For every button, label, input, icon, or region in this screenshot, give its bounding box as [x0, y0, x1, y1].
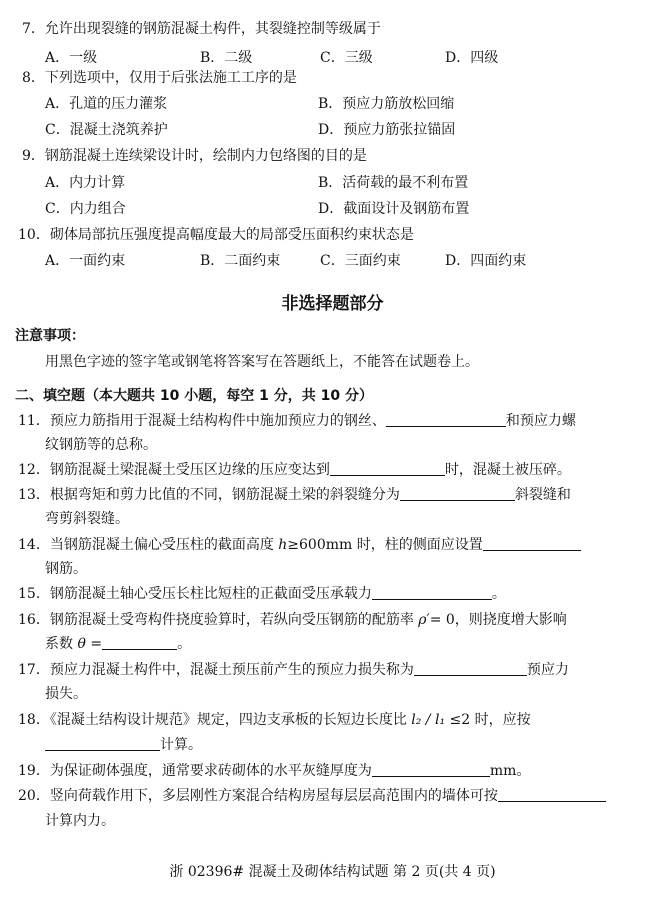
- question-14-line1: 14．当钢筋混凝土偏心受压柱的截面高度 h≥600mm 时，柱的侧面应设置: [18, 536, 581, 554]
- question-18-line2: 计算。: [45, 736, 202, 754]
- answer-blank[interactable]: [498, 787, 606, 802]
- question-11-line1: 11．预应力筋指用于混凝土结构构件中施加预应力的钢丝、 和预应力螺: [18, 413, 576, 429]
- question-19: 19．为保证砌体强度，通常要求砖砌体的水平灰缝厚度为 mm。: [18, 763, 531, 779]
- page-footer: 浙 02396# 混凝土及砌体结构试题 第 2 页(共 4 页): [169, 864, 496, 880]
- q8-option-b: B．预应力筋放松回缩: [318, 96, 455, 112]
- answer-blank[interactable]: [330, 461, 445, 476]
- q8-option-a: A．孔道的压力灌浆: [45, 96, 168, 112]
- question-7-stem: 7．允许出现裂缝的钢筋混凝土构件，其裂缝控制等级属于: [22, 21, 381, 37]
- question-10-stem: 10．砌体局部抗压强度提高幅度最大的局部受压面积约束状态是: [18, 227, 414, 243]
- answer-blank[interactable]: [483, 536, 581, 551]
- answer-blank[interactable]: [102, 635, 177, 650]
- q7-option-b: B．二级: [200, 50, 253, 66]
- q8-option-d: D．预应力筋张拉锚固: [318, 122, 456, 138]
- question-20-line2: 计算内力。: [45, 813, 115, 829]
- q9-option-d: D．截面设计及钢筋布置: [318, 201, 470, 217]
- q7-option-a: A．一级: [45, 50, 98, 66]
- q10-option-a: A．一面约束: [45, 253, 126, 269]
- question-14-line2: 钢筋。: [45, 561, 87, 577]
- part2-title: 二、填空题（本大题共 10 小题，每空 1 分，共 10 分）: [15, 388, 373, 404]
- q7-option-d: D．四级: [445, 50, 499, 66]
- answer-blank[interactable]: [372, 762, 490, 777]
- question-17-line1: 17．预应力混凝土构件中，混凝土预压前产生的预应力损失称为 预应力: [18, 662, 569, 678]
- notice-label: 注意事项：: [15, 328, 85, 344]
- question-13-line1: 13．根据弯矩和剪力比值的不同，钢筋混凝土梁的斜裂缝分为 斜裂缝和: [18, 487, 571, 503]
- answer-blank[interactable]: [400, 486, 515, 501]
- q9-option-a: A．内力计算: [45, 175, 126, 191]
- q8-option-c: C．混凝土浇筑养护: [45, 122, 168, 138]
- question-16-line1: 16．钢筋混凝土受弯构件挠度验算时，若纵向受压钢筋的配筋率 ρ′= 0，则挠度增大影响: [18, 612, 567, 628]
- question-18-line1: 18．《混凝土结构设计规范》规定，四边支承板的长短边长度比 l₂ / l₁ ≤2 时，应按: [18, 712, 531, 728]
- question-8-stem: 8．下列选项中，仅用于后张法施工工序的是: [22, 70, 297, 86]
- answer-blank[interactable]: [386, 412, 506, 427]
- question-13-line2: 弯剪斜裂缝。: [45, 511, 129, 527]
- q7-option-c: C．三级: [320, 50, 373, 66]
- section-title: 非选择题部分: [281, 294, 384, 314]
- question-17-line2: 损失。: [45, 686, 87, 702]
- q9-option-b: B．活荷载的最不利布置: [318, 175, 469, 191]
- answer-blank[interactable]: [372, 585, 492, 600]
- question-16-line2: 系数 θ = 。: [45, 636, 192, 652]
- answer-blank[interactable]: [45, 736, 160, 751]
- q9-option-c: C．内力组合: [45, 201, 126, 217]
- question-20-line1: 20．竖向荷载作用下，多层刚性方案混合结构房屋每层层高范围内的墙体可按: [18, 787, 606, 805]
- question-12: 12．钢筋混凝土梁混凝土受压区边缘的压应变达到 时，混凝土被压碎。: [18, 462, 571, 478]
- question-15: 15．钢筋混凝土轴心受压长柱比短柱的正截面受压承载力 。: [18, 586, 506, 602]
- q10-option-c: C．三面约束: [320, 253, 401, 269]
- question-11-line2: 纹钢筋等的总称。: [45, 437, 157, 453]
- notice-text: 用黑色字迹的签字笔或钢笔将答案写在答题纸上，不能答在试题卷上。: [45, 354, 479, 370]
- q10-option-b: B．二面约束: [200, 253, 281, 269]
- q10-option-d: D．四面约束: [445, 253, 527, 269]
- answer-blank[interactable]: [414, 661, 527, 676]
- question-9-stem: 9．钢筋混凝土连续梁设计时，绘制内力包络图的目的是: [22, 148, 367, 164]
